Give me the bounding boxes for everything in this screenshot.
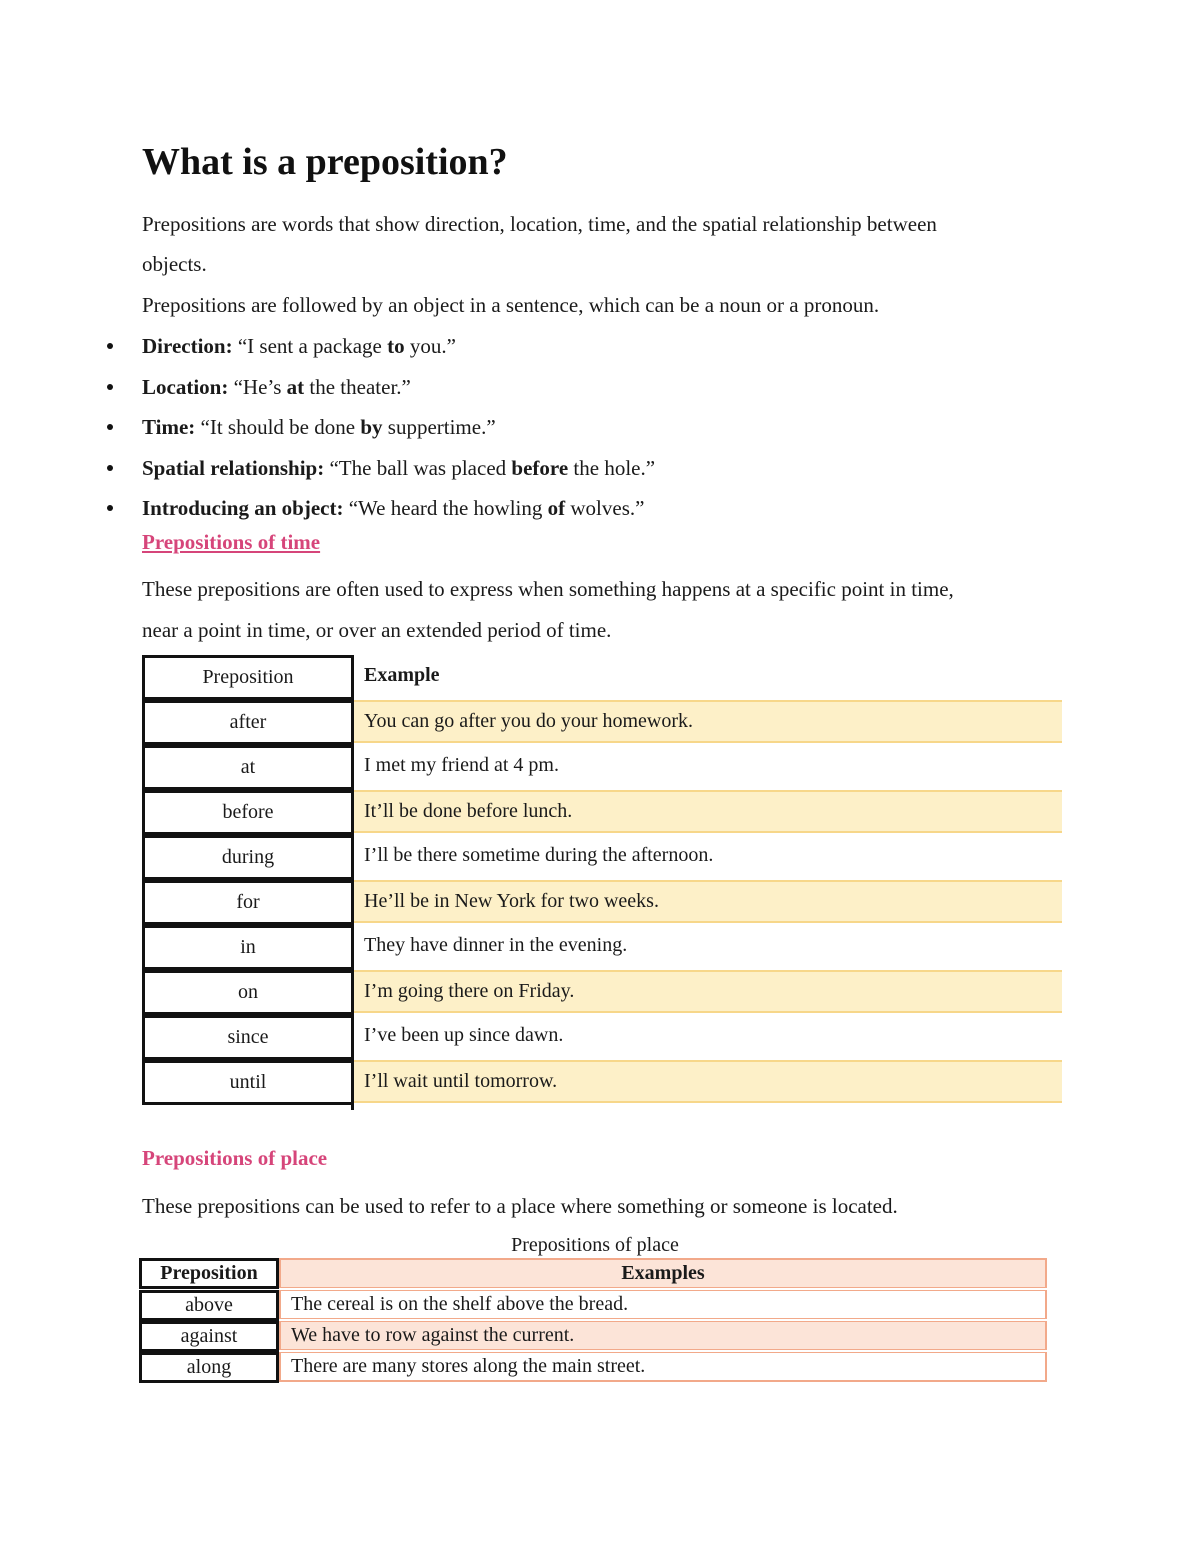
preposition-cell: before — [142, 790, 354, 835]
preposition-cell: above — [139, 1290, 279, 1321]
intro-line-1: Prepositions are words that show direction, location, time, and the spatial relationship between — [142, 212, 937, 236]
preposition-cell: in — [142, 925, 354, 970]
example-cell: You can go after you do your homework. — [354, 700, 1062, 743]
place-section-heading: Prepositions of place — [142, 1146, 328, 1170]
preposition-cell: at — [142, 745, 354, 790]
example-cell: They have dinner in the evening. — [364, 934, 628, 956]
example-bullet-list — [142, 326, 655, 529]
example-cell: It’ll be done before lunch. — [354, 790, 1062, 833]
preposition-cell: during — [142, 835, 354, 880]
table-row — [142, 1015, 1059, 1060]
table-row — [142, 880, 1059, 925]
list-item: Introducing an object: “We heard the howling of wolves.” — [142, 488, 655, 529]
header-cell-example: Example — [364, 664, 440, 686]
preposition-cell: since — [142, 1015, 354, 1060]
list-item: Direction: “I sent a package to you.” — [142, 326, 655, 367]
example-cell: There are many stores along the main street. — [279, 1352, 1047, 1382]
column-divider — [351, 655, 354, 1110]
table-row — [142, 925, 1059, 970]
example-cell: I’ve been up since dawn. — [364, 1024, 564, 1046]
preposition-cell: against — [139, 1321, 279, 1352]
preposition-cell: along — [139, 1352, 279, 1383]
time-desc-line-2: near a point in time, or over an extended period of time. — [142, 618, 612, 642]
header-cell-preposition: Preposition — [139, 1258, 279, 1289]
list-item: Spatial relationship: “The ball was placed before the hole.” — [142, 448, 655, 489]
table-row — [139, 1352, 1045, 1383]
intro-line-3: Prepositions are followed by an object in a sentence, which can be a noun or a pronoun. — [142, 293, 880, 317]
preposition-cell: on — [142, 970, 354, 1015]
table-row — [142, 970, 1059, 1015]
intro-line-2: objects. — [142, 252, 207, 276]
header-cell-examples: Examples — [279, 1258, 1047, 1288]
header-cell-preposition: Preposition — [142, 655, 354, 700]
preposition-cell: after — [142, 700, 354, 745]
example-cell: I’m going there on Friday. — [354, 970, 1062, 1013]
time-section-heading[interactable]: Prepositions of time — [142, 530, 321, 554]
table-row — [142, 745, 1059, 790]
preposition-cell: until — [142, 1060, 354, 1105]
list-item: Time: “It should be done by suppertime.” — [142, 407, 655, 448]
table-row — [142, 1060, 1059, 1105]
table-header-row — [142, 655, 1059, 700]
example-cell: I met my friend at 4 pm. — [364, 754, 559, 776]
example-cell: He’ll be in New York for two weeks. — [354, 880, 1062, 923]
example-cell: The cereal is on the shelf above the bread. — [279, 1290, 1047, 1319]
table-row — [142, 700, 1059, 745]
time-desc-line-1: These prepositions are often used to express when something happens at a specific point in time, — [142, 577, 954, 601]
example-cell: I’ll wait until tomorrow. — [354, 1060, 1062, 1103]
example-cell: We have to row against the current. — [279, 1321, 1047, 1350]
table-row — [139, 1290, 1045, 1321]
preposition-cell: for — [142, 880, 354, 925]
table-caption: Prepositions of place — [511, 1234, 679, 1256]
table-row — [139, 1321, 1045, 1352]
table-row — [142, 790, 1059, 835]
table-row — [142, 835, 1059, 880]
list-item: Location: “He’s at the theater.” — [142, 367, 655, 408]
table-header-row — [139, 1258, 1045, 1289]
place-desc: These prepositions can be used to refer to a place where something or someone is located. — [142, 1194, 898, 1218]
example-cell: I’ll be there sometime during the afternoon. — [364, 844, 714, 866]
page-title: What is a preposition? — [142, 141, 508, 183]
